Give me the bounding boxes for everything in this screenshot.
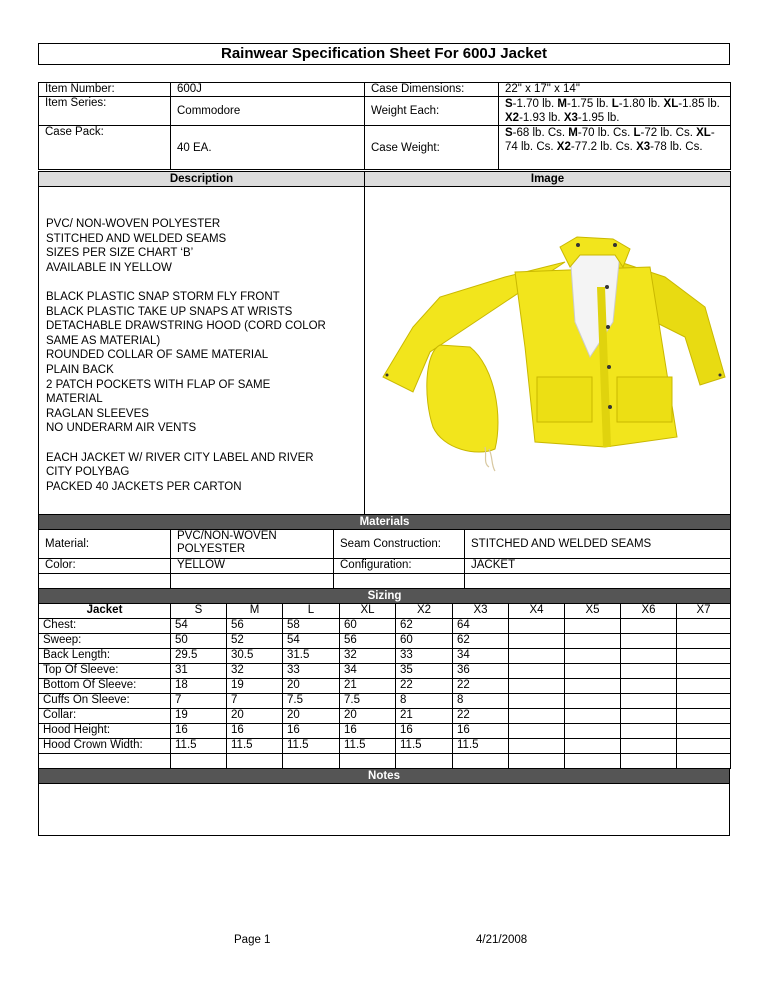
measurement-label: Sweep: [39,634,171,649]
description-line: BLACK PLASTIC TAKE UP SNAPS AT WRISTS [46,305,293,318]
measurement-value: 21 [396,709,453,724]
measurement-value [677,649,731,664]
measurement-value: 56 [340,634,396,649]
measurement-value: 11.5 [396,739,453,754]
measurement-value: 36 [453,664,509,679]
notes-table [38,768,730,836]
measurement-value: 52 [227,634,283,649]
size-column-header: X5 [565,604,621,619]
measurement-value [509,649,565,664]
description-line [46,275,358,290]
weight-value: -1.95 lb. [577,112,620,124]
description-line: PACKED 40 JACKETS PER CARTON [46,480,242,493]
measurement-value [509,739,565,754]
measurement-value [565,664,621,679]
seam-construction-value: STITCHED AND WELDED SEAMS [465,530,731,559]
measurement-value: 35 [396,664,453,679]
empty-cell [171,574,334,589]
item-number-value: 600J [171,83,365,97]
sizing-row [39,754,731,769]
case-pack-value: 40 EA. [171,126,365,170]
measurement-value [509,754,565,769]
measurement-value: 11.5 [171,739,227,754]
measurement-value [509,709,565,724]
measurement-value [621,679,677,694]
description-line: AVAILABLE IN YELLOW [46,261,172,274]
configuration-value: JACKET [465,559,731,574]
item-number-label: Item Number: [39,83,171,97]
empty-cell [39,574,171,589]
description-line: SAME AS MATERIAL) [46,334,161,347]
measurement-value: 34 [453,649,509,664]
case-pack-label: Case Pack: [39,126,171,170]
measurement-value: 54 [283,634,340,649]
measurement-value: 11.5 [453,739,509,754]
sizing-row [39,664,731,679]
measurement-value: 31 [171,664,227,679]
size-code: S [505,127,513,139]
measurement-value: 32 [340,649,396,664]
size-column-header: X2 [396,604,453,619]
measurement-value [677,709,731,724]
measurement-value [621,619,677,634]
description-line: EACH JACKET W/ RIVER CITY LABEL AND RIVER [46,451,314,464]
measurement-value: 54 [171,619,227,634]
description-line: CITY POLYBAG [46,466,130,479]
footer-date: 4/21/2008 [476,934,528,946]
measurement-value: 64 [453,619,509,634]
page-number: Page 1 [234,934,271,946]
sizing-corner-label: Jacket [39,604,171,619]
measurement-value [565,724,621,739]
measurement-label: Collar: [39,709,171,724]
sizing-row [39,709,731,724]
measurement-value [509,679,565,694]
measurement-value: 16 [227,724,283,739]
case-dimensions-value: 22" x 17" x 14" [499,83,731,97]
size-column-header: L [283,604,340,619]
measurement-value: 34 [340,664,396,679]
measurement-value: 62 [396,619,453,634]
size-code: L [633,127,641,139]
measurement-value: 19 [171,709,227,724]
size-column-header: X4 [509,604,565,619]
size-column-header: S [171,604,227,619]
sizing-row [39,619,731,634]
measurement-value [565,694,621,709]
size-code: X2 [505,112,520,124]
measurement-value: 29.5 [171,649,227,664]
measurement-value: 30.5 [227,649,283,664]
empty-cell [334,574,465,589]
size-code: X3 [636,141,651,153]
measurement-value [677,724,731,739]
measurement-value [621,754,677,769]
measurement-value [677,754,731,769]
measurement-value: 18 [171,679,227,694]
measurement-value: 50 [171,634,227,649]
color-value: YELLOW [171,559,334,574]
size-code: XL [663,98,679,110]
item-series-label: Item Series: [39,97,171,126]
measurement-value: 22 [396,679,453,694]
measurement-value [621,649,677,664]
size-code: XL [696,127,711,139]
size-column-header: XL [340,604,396,619]
measurement-value: 11.5 [340,739,396,754]
measurement-value [565,754,621,769]
measurement-value: 16 [171,724,227,739]
sizing-row [39,634,731,649]
sizing-row [39,679,731,694]
measurement-label: Top Of Sleeve: [39,664,171,679]
measurement-value [621,694,677,709]
measurement-value [565,634,621,649]
size-column-header: X7 [677,604,731,619]
case-weight-value [499,126,731,170]
weight-value: -1.70 lb. [512,98,558,110]
size-column-header: M [227,604,283,619]
measurement-value: 19 [227,679,283,694]
measurement-value: 7.5 [340,694,396,709]
description-line: ROUNDED COLLAR OF SAME MATERIAL [46,349,269,362]
measurement-value: 16 [453,724,509,739]
description-line: NO UNDERARM AIR VENTS [46,422,197,435]
measurement-value: 8 [453,694,509,709]
measurement-value [621,634,677,649]
measurement-value: 7 [171,694,227,709]
measurement-label: Bottom Of Sleeve: [39,679,171,694]
measurement-value: 20 [283,709,340,724]
measurement-label: Chest: [39,619,171,634]
size-code: M [568,127,578,139]
weight-value: -1.85 lb. [678,98,720,110]
measurement-value [509,634,565,649]
measurement-value: 16 [283,724,340,739]
measurement-value [565,649,621,664]
description-line: MATERIAL [46,393,103,406]
product-image-cell [365,187,731,515]
sizing-row [39,649,731,664]
materials-header: Materials [39,515,731,530]
measurement-value [677,634,731,649]
measurement-value: 20 [227,709,283,724]
size-code: M [557,98,568,110]
measurement-value [621,739,677,754]
measurement-value: 33 [396,649,453,664]
measurement-value: 33 [283,664,340,679]
measurement-value [677,739,731,754]
color-label: Color: [39,559,171,574]
material-label: Material: [39,530,171,559]
size-column-header: X3 [453,604,509,619]
measurement-value: 8 [396,694,453,709]
measurement-value [171,754,227,769]
measurement-value: 60 [396,634,453,649]
measurement-value: 56 [227,619,283,634]
measurement-label [39,754,171,769]
description-line: STITCHED AND WELDED SEAMS [46,232,227,245]
measurement-value: 22 [453,679,509,694]
measurement-value [509,664,565,679]
measurement-label: Hood Height: [39,724,171,739]
measurement-value: 58 [283,619,340,634]
size-code: L [611,98,619,110]
measurement-value: 60 [340,619,396,634]
materials-table [38,514,731,589]
weight-value: -72 lb. Cs. [640,127,697,139]
measurement-value: 32 [227,664,283,679]
sizing-header: Sizing [39,589,731,604]
image-header: Image [365,172,731,187]
notes-body [39,784,730,836]
measurement-value [677,679,731,694]
measurement-value [340,754,396,769]
weight-value: -68 lb. Cs. [512,127,569,139]
page-title: Rainwear Specification Sheet For 600J Jacket [38,43,730,65]
item-info-table [38,82,731,170]
weight-value: -1.75 lb. [567,98,612,110]
measurement-value: 20 [283,679,340,694]
weight-value: -74 lb. Cs. [505,127,715,153]
measurement-value [565,739,621,754]
weight-each-value [499,97,731,126]
size-code: X3 [563,112,578,124]
material-value: PVC/NON-WOVEN POLYESTER [171,530,334,559]
description-line: 2 PATCH POCKETS WITH FLAP OF SAME [46,378,271,391]
measurement-value [509,694,565,709]
measurement-value [621,664,677,679]
weight-value: -78 lb. Cs. [650,141,703,153]
empty-cell [465,574,731,589]
measurement-value [677,694,731,709]
jacket-image [365,227,731,487]
size-code: X2 [556,141,571,153]
weight-value: -1.80 lb. [618,98,664,110]
measurement-value [509,724,565,739]
description-line: PLAIN BACK [46,363,114,376]
description-line: DETACHABLE DRAWSTRING HOOD (CORD COLOR [46,320,326,333]
description-line: SIZES PER SIZE CHART ‘B’ [46,247,194,260]
measurement-value [565,619,621,634]
weight-value: -1.93 lb. [519,112,564,124]
measurement-value [283,754,340,769]
description-line: BLACK PLASTIC SNAP STORM FLY FRONT [46,290,280,303]
measurement-value: 21 [340,679,396,694]
measurement-value [453,754,509,769]
weight-value: -77.2 lb. Cs. [570,141,637,153]
measurement-value: 11.5 [227,739,283,754]
sizing-row [39,694,731,709]
description-text [39,187,365,515]
measurement-value: 16 [340,724,396,739]
measurement-value: 20 [340,709,396,724]
measurement-value [621,709,677,724]
measurement-label: Cuffs On Sleeve: [39,694,171,709]
measurement-label: Back Length: [39,649,171,664]
measurement-label: Hood Crown Width: [39,739,171,754]
measurement-value [677,619,731,634]
measurement-value: 7 [227,694,283,709]
measurement-value: 16 [396,724,453,739]
description-table [38,171,731,515]
measurement-value: 11.5 [283,739,340,754]
description-line [46,436,358,451]
description-header: Description [39,172,365,187]
measurement-value: 22 [453,709,509,724]
case-weight-label: Case Weight: [365,126,499,170]
description-line: RAGLAN SLEEVES [46,407,149,420]
measurement-value [621,724,677,739]
item-series-value: Commodore [171,97,365,126]
description-line: PVC/ NON-WOVEN POLYESTER [46,218,221,230]
configuration-label: Configuration: [334,559,465,574]
size-column-header: X6 [621,604,677,619]
measurement-value [227,754,283,769]
case-dimensions-label: Case Dimensions: [365,83,499,97]
measurement-value: 7.5 [283,694,340,709]
measurement-value: 31.5 [283,649,340,664]
size-code: S [505,98,513,110]
notes-header: Notes [39,769,730,784]
weight-value: -70 lb. Cs. [577,127,634,139]
seam-construction-label: Seam Construction: [334,530,465,559]
sizing-table [38,588,731,769]
measurement-value: 62 [453,634,509,649]
measurement-value [565,679,621,694]
measurement-value [565,709,621,724]
sizing-row [39,739,731,754]
measurement-value [396,754,453,769]
sizing-row [39,724,731,739]
measurement-value [677,664,731,679]
measurement-value [509,619,565,634]
weight-each-label: Weight Each: [365,97,499,126]
